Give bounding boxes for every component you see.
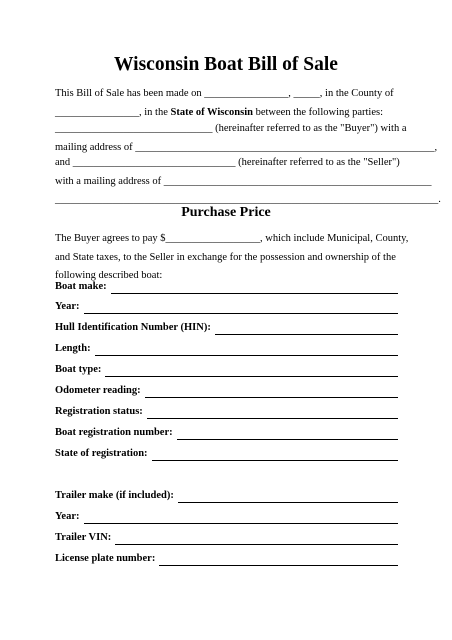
- state-of-registration-label: State of registration:: [55, 448, 148, 459]
- seller-line-1: and _______________________________ (hereinafter referred to as the "Seller"): [55, 157, 400, 168]
- state-of-registration-line[interactable]: [152, 449, 398, 461]
- boat-type-label: Boat type:: [55, 364, 102, 375]
- registration-status-field: [55, 405, 398, 419]
- boat-type-line[interactable]: [105, 365, 398, 377]
- odometer-field: [55, 384, 398, 398]
- license-plate-line[interactable]: [159, 554, 398, 566]
- intro-paragraph: [55, 85, 398, 122]
- trailer-make-label: Trailer make (if included):: [55, 490, 174, 501]
- odometer-label: Odometer reading:: [55, 385, 141, 396]
- trailer-make-field: [55, 489, 398, 503]
- buyer-line-2: mailing address of _________________________________________________________,: [55, 141, 438, 153]
- document-title: Wisconsin Boat Bill of Sale: [114, 54, 338, 75]
- odometer-line[interactable]: [145, 386, 398, 398]
- trailer-year-label: Year:: [55, 511, 80, 522]
- purchase-line-1: The Buyer agrees to pay $__________________, which include Municipal, County,: [55, 233, 409, 244]
- intro-line-2-start: ________________, in the: [55, 106, 171, 118]
- purchase-line-2: and State taxes, to the Seller in exchange for the possession and ownership of the: [55, 251, 396, 263]
- purchase-paragraph: [55, 230, 409, 286]
- length-label: Length:: [55, 343, 91, 354]
- boat-registration-number-line[interactable]: [177, 428, 398, 440]
- registration-status-line[interactable]: [147, 407, 398, 419]
- boat-type-field: [55, 363, 398, 377]
- trailer-make-line[interactable]: [178, 491, 398, 503]
- length-field: [55, 342, 398, 356]
- hin-label: Hull Identification Number (HIN):: [55, 322, 211, 333]
- boat-make-line[interactable]: [111, 282, 398, 294]
- boat-registration-number-label: Boat registration number:: [55, 427, 173, 438]
- boat-registration-number-field: [55, 426, 398, 440]
- year-field: [55, 300, 398, 314]
- license-plate-field: [55, 552, 398, 566]
- year-label: Year:: [55, 301, 80, 312]
- license-plate-label: License plate number:: [55, 553, 156, 564]
- buyer-line-1: ______________________________ (hereinafter referred to as the "Buyer") with a: [55, 123, 407, 134]
- hin-field: [55, 321, 398, 335]
- boat-make-field: [55, 280, 398, 294]
- trailer-vin-field: [55, 531, 398, 545]
- state-name: State of Wisconsin: [170, 106, 253, 118]
- boat-make-label: Boat make:: [55, 281, 107, 292]
- length-line[interactable]: [95, 344, 398, 356]
- purchase-price-heading: Purchase Price: [181, 205, 271, 220]
- purchase-line-3: following described boat:: [55, 270, 163, 281]
- trailer-year-line[interactable]: [84, 512, 399, 524]
- seller-line-3: _________________________________________________________________________.: [55, 194, 441, 205]
- hin-line[interactable]: [215, 323, 398, 335]
- buyer-paragraph: [55, 120, 438, 157]
- year-line[interactable]: [84, 302, 399, 314]
- intro-line-1: This Bill of Sale has been made on ________________, _____, in the County of: [55, 88, 394, 99]
- trailer-year-field: [55, 510, 398, 524]
- seller-line-2: with a mailing address of ___________________________________________________: [55, 175, 432, 187]
- state-of-registration-field: [55, 447, 398, 461]
- registration-status-label: Registration status:: [55, 406, 143, 417]
- seller-paragraph: [55, 154, 441, 210]
- trailer-vin-line[interactable]: [115, 533, 398, 545]
- intro-line-2-end: between the following parties:: [252, 106, 384, 118]
- trailer-vin-label: Trailer VIN:: [55, 532, 112, 543]
